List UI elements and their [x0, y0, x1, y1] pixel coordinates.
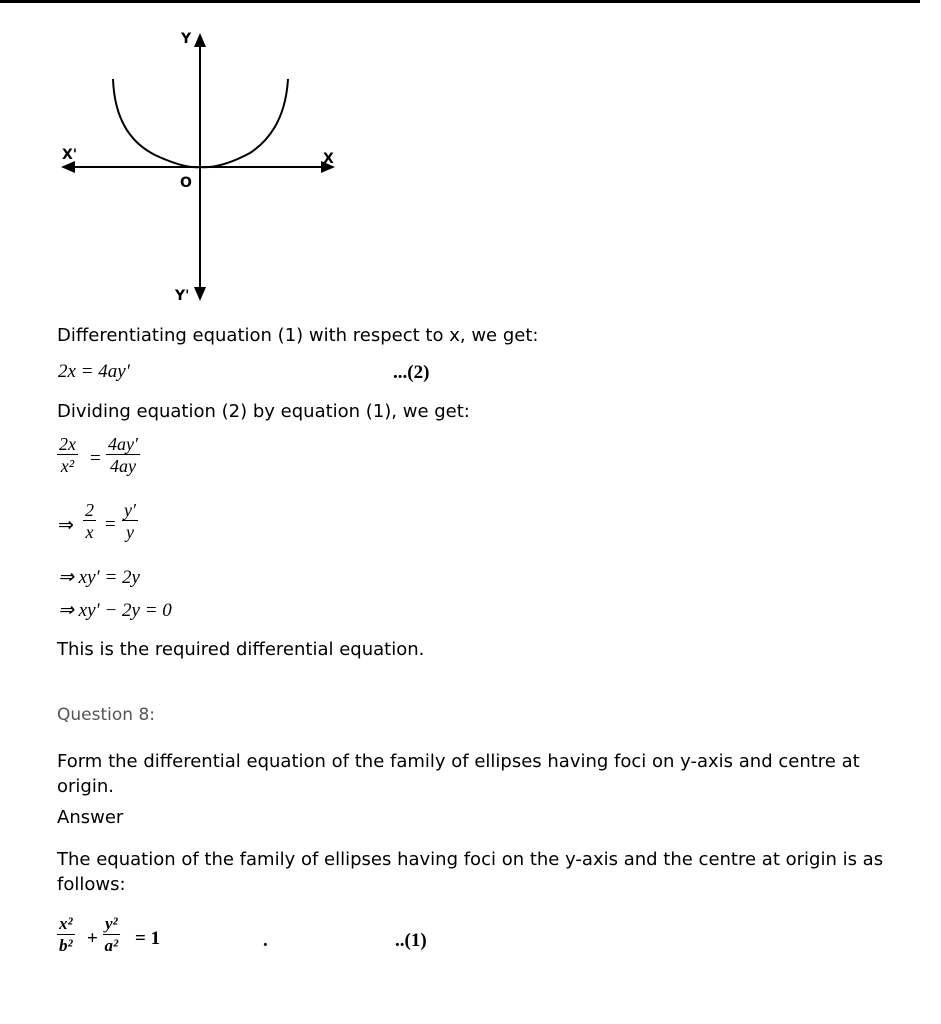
eq1-frac-b	[103, 914, 120, 957]
eq1-frac-b-den: a²	[104, 936, 119, 955]
eq1-tag: ..(1)	[395, 930, 427, 951]
label-x: X	[323, 151, 334, 167]
answer-label: Answer	[57, 807, 124, 828]
eq1-plus: +	[87, 928, 98, 949]
label-y-neg: Y'	[175, 288, 190, 304]
eq1-dot: .	[263, 930, 268, 951]
frac2-right-num: y′	[124, 500, 136, 520]
frac1-equals: =	[90, 448, 101, 469]
top-rule	[0, 0, 920, 3]
y-axis-arrow-up	[194, 33, 206, 47]
frac1-left-num: 2x	[59, 434, 76, 454]
frac2-left-num: 2	[85, 500, 94, 520]
question-text: Form the differential equation of the family of ellipses having foci on y-axis and centre at origin.	[57, 751, 860, 797]
frac2-left-den: x	[85, 522, 94, 542]
frac2-equals: =	[105, 514, 116, 535]
frac2-left	[83, 500, 96, 543]
required-text: This is the required differential equation.	[57, 639, 425, 660]
answer-text: The equation of the family of ellipses having foci on the y-axis and the centre at origin is as follows:	[57, 849, 884, 895]
frac1-right-den: 4ay	[109, 456, 136, 476]
eq2-lhs: 2x = 4ay′	[58, 361, 130, 382]
question-label: Question 8:	[57, 705, 155, 725]
eq1-rhs: = 1	[135, 928, 161, 949]
eq1-frac-a-den: b²	[59, 936, 73, 955]
frac2-right	[122, 500, 138, 543]
step3: ⇒ xy′ = 2y	[58, 567, 140, 588]
eq1-frac-b-num: y²	[105, 914, 118, 933]
frac2-right-den: y	[125, 522, 134, 542]
frac1-right-num: 4ay′	[108, 434, 138, 454]
label-origin: O	[180, 175, 192, 191]
differentiating-text: Differentiating equation (1) with respect to x, we get:	[57, 325, 539, 346]
label-y: Y	[181, 31, 192, 47]
eq2-tag: ...(2)	[393, 362, 430, 383]
y-axis-arrow-down	[194, 287, 206, 301]
parabola-figure	[55, 25, 355, 310]
frac1-right	[106, 434, 140, 477]
frac1-left	[57, 434, 78, 477]
implies-1: ⇒	[58, 515, 74, 536]
label-x-neg: X'	[62, 147, 78, 163]
eq1-frac-a	[57, 914, 75, 957]
step4: ⇒ xy′ − 2y = 0	[58, 600, 172, 621]
eq1-frac-a-num: x²	[59, 914, 73, 933]
frac1-left-den: x²	[60, 456, 75, 476]
dividing-text: Dividing equation (2) by equation (1), we get:	[57, 401, 470, 422]
